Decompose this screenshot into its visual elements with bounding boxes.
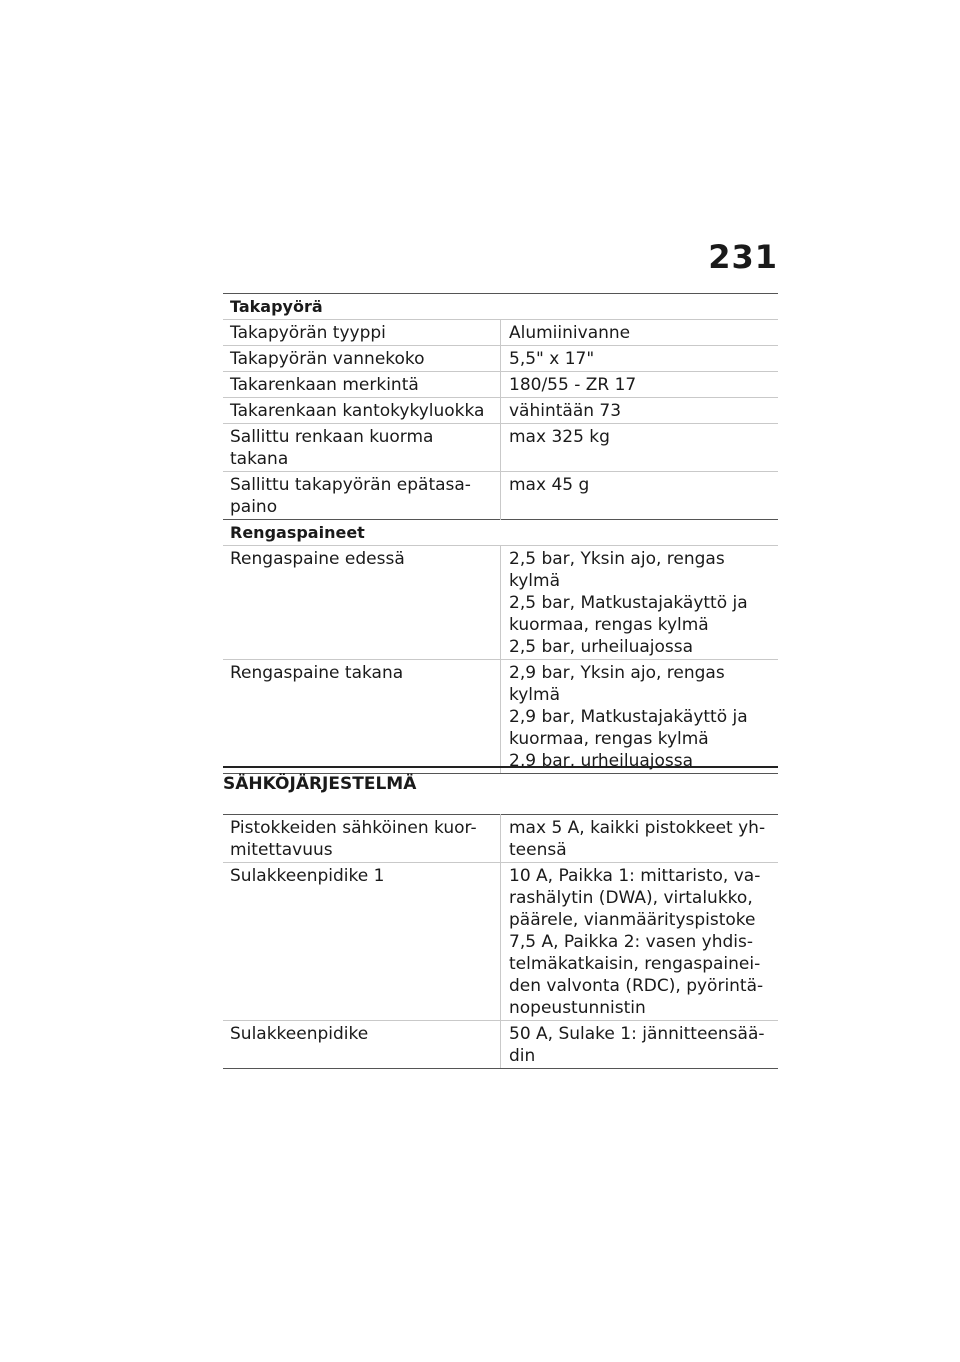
- table-row: [223, 320, 778, 346]
- spec-value: [501, 660, 779, 774]
- table-row: [223, 863, 778, 1021]
- spec-value: [501, 372, 779, 398]
- spec-table-electrical: [223, 766, 778, 1069]
- spec-value-line: 5,5" x 17": [509, 349, 595, 369]
- table-row: [223, 398, 778, 424]
- spec-value-line: 2,5 bar, Matkustajakäyttö ja kuormaa, rengas kylmä: [509, 593, 748, 635]
- spec-value: [501, 398, 779, 424]
- spec-value-line: Alumiinivanne: [509, 323, 631, 343]
- table-row: [223, 372, 778, 398]
- table-row: [223, 424, 778, 472]
- spec-value-line: vähintään 73: [509, 401, 622, 421]
- spec-label: Sulakkeenpidike: [223, 1021, 501, 1069]
- table-row: [223, 660, 778, 774]
- page-number: 231: [708, 238, 778, 276]
- table-row: [223, 546, 778, 660]
- spec-table-wheels-tyres: [223, 293, 778, 774]
- spec-value-line: max 325 kg: [509, 427, 610, 447]
- spec-value: [501, 346, 779, 372]
- spec-label: Sallittu takapyörän epätasa-paino: [223, 472, 501, 520]
- spec-label: Rengaspaine edessä: [223, 546, 501, 660]
- spec-label: Takapyörän vannekoko: [223, 346, 501, 372]
- section-header-tyre-pressures: [223, 520, 778, 546]
- spec-value: [501, 1021, 779, 1069]
- spec-value-line: 2,5 bar, Yksin ajo, rengas kylmä: [509, 549, 725, 591]
- spec-value-line: 2,9 bar, urheiluajossa: [509, 751, 694, 771]
- table-row: [223, 472, 778, 520]
- spec-value-line: 2,5 bar, urheiluajossa: [509, 637, 694, 657]
- spec-value: [501, 320, 779, 346]
- spec-value-line: 2,9 bar, Yksin ajo, rengas kylmä: [509, 663, 725, 705]
- spec-label: Pistokkeiden sähköinen kuor-mitettavuus: [223, 815, 501, 863]
- spec-value-line: max 45 g: [509, 475, 590, 495]
- spec-value: [501, 424, 779, 472]
- spec-value: [501, 472, 779, 520]
- spec-value: [501, 546, 779, 660]
- spec-value-line: 7,5 A, Paikka 2: vasen yhdis-telmäkatkaisin, rengaspainei-den valvonta (RDC), pyörintä-nopeustunnistin: [509, 932, 764, 1018]
- table-row: [223, 1021, 778, 1069]
- spec-value-line: max 5 A, kaikki pistokkeet yh-teensä: [509, 818, 766, 860]
- spec-label: Takarenkaan merkintä: [223, 372, 501, 398]
- spec-label: Takapyörän tyyppi: [223, 320, 501, 346]
- spec-value-line: 10 A, Paikka 1: mittaristo, va-rashälytin (DWA), virtalukko, päärele, vianmäärityspistoke: [509, 866, 761, 930]
- table-row: [223, 346, 778, 372]
- section-title: Takapyörä: [223, 294, 778, 320]
- section-title: Rengaspaineet: [223, 520, 778, 546]
- spec-value-line: 50 A, Sulake 1: jännitteensää-din: [509, 1024, 765, 1066]
- spec-label: Sulakkeenpidike 1: [223, 863, 501, 1021]
- spec-label: Takarenkaan kantokykyluokka: [223, 398, 501, 424]
- spec-label: Sallittu renkaan kuorma takana: [223, 424, 501, 472]
- spec-value-line: 2,9 bar, Matkustajakäyttö ja kuormaa, rengas kylmä: [509, 707, 748, 749]
- table-row: [223, 815, 778, 863]
- spec-value-line: 180/55 - ZR 17: [509, 375, 637, 395]
- section-header-rear-wheel: [223, 294, 778, 320]
- spec-value: [501, 815, 779, 863]
- chapter-title: SÄHKÖJÄRJESTELMÄ: [223, 766, 778, 814]
- spec-label: Rengaspaine takana: [223, 660, 501, 774]
- spec-value: [501, 863, 779, 1021]
